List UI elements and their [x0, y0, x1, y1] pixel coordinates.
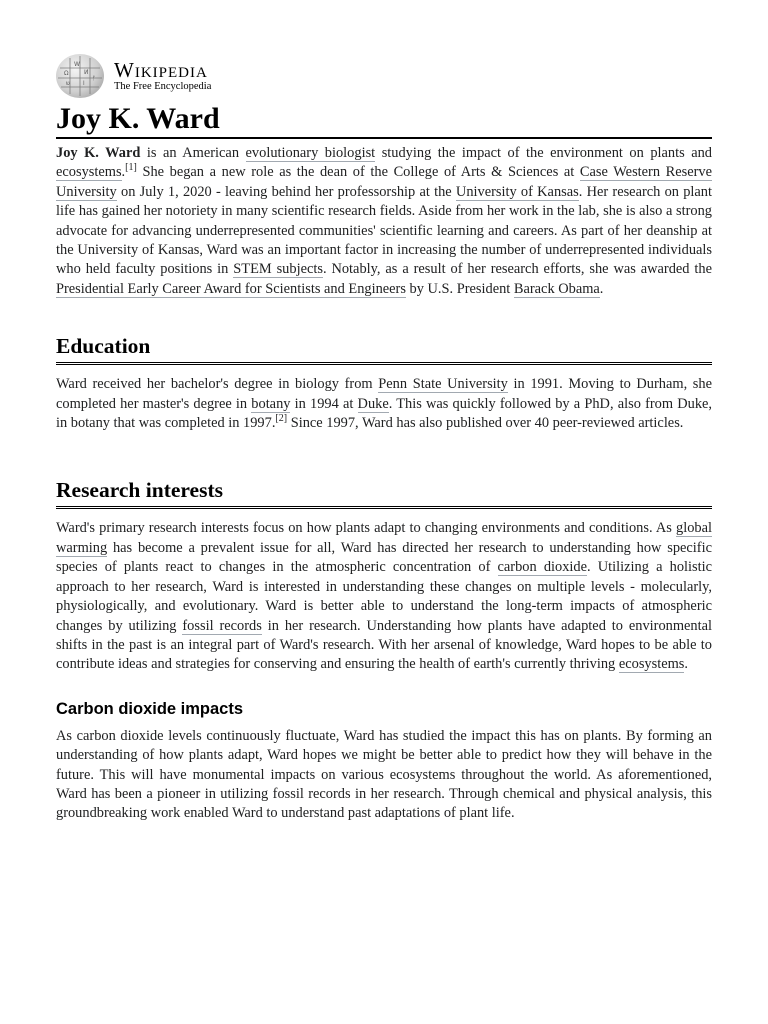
link-ecosystems[interactable]: ecosystems	[56, 164, 122, 181]
svg-text:И: И	[84, 69, 89, 76]
wikipedia-wordmark[interactable]	[114, 57, 212, 93]
text: has become a prevalent issue for all, Ward has directed her research to understanding how specific species of plants react to changes in the atmospheric concentration of	[56, 539, 712, 576]
text: in 1994 at	[290, 395, 358, 412]
text: in her research. Understanding how plants have adapted to environmental shifts in the past is an integral part of Ward's research. With her arsenal of knowledge, Ward hopes to be able to contribute ideas and strategies for conserving and ensuring the health of earth's currently thriving	[56, 617, 712, 673]
wordmark-tagline: The Free Encyclopedia	[114, 80, 212, 92]
wikipedia-globe-icon[interactable]	[56, 54, 104, 98]
heading-carbon-dioxide-impacts: Carbon dioxide impacts	[56, 699, 244, 718]
text: .	[599, 280, 604, 297]
link-duke[interactable]: Duke	[357, 395, 389, 412]
co2-paragraph: As carbon dioxide levels continuously fluctuate, Ward has studied the impact this has on plants. By forming an understanding of how plants adapt, Ward hopes we might be better able to predict how they will behave in the future. This will have monumental impacts on various ecosystems throughout the world. As aforementioned, Ward has been a pioneer in utilizing fossil records in her research. Through chemical and physical analysis, this groundbreaking work enabled Ward to understand past adaptations of plant life.	[56, 727, 712, 822]
link-stem-subjects[interactable]: STEM subjects	[233, 261, 323, 278]
education-paragraph	[56, 375, 712, 433]
text: Since 1997, Ward has also published over 40 peer-reviewed articles.	[287, 415, 684, 432]
text: . Notably, as a result of her research efforts, she was awarded the	[322, 261, 713, 278]
svg-text:ا: ا	[83, 80, 85, 87]
research-paragraph	[56, 519, 712, 674]
lead-paragraph	[56, 144, 712, 299]
article-page	[56, 0, 712, 824]
ref-2-link[interactable]: [2]	[275, 413, 288, 425]
svg-text:Ω: Ω	[64, 70, 69, 77]
page-title: Joy K. Ward	[56, 102, 712, 139]
wordmark-title: Wikipedia	[114, 57, 208, 82]
heading-research-interests: Research interests	[56, 477, 712, 509]
link-carbon-dioxide[interactable]: carbon dioxide	[497, 559, 588, 576]
link-barack-obama[interactable]: Barack Obama	[513, 280, 600, 297]
text: in 1991. Moving to Durham, she completed her master's degree in	[56, 376, 712, 412]
link-global-warming[interactable]: global warming	[56, 520, 712, 556]
link-case-western[interactable]: Case Western Reserve University	[56, 164, 713, 200]
link-ecosystems-2[interactable]: ecosystems	[618, 656, 685, 673]
heading-education: Education	[56, 333, 712, 365]
text: . This was quickly followed by a PhD, also from Duke, in botany that was completed in 1997.	[56, 395, 712, 432]
svg-text:W: W	[74, 61, 80, 68]
link-evolutionary-biologist[interactable]: evolutionary biologist	[245, 145, 376, 161]
text: .	[684, 656, 689, 673]
text: She began a new role as the dean of the College of Arts & Sciences at	[136, 164, 580, 181]
ref-1-link[interactable]: [1]	[125, 162, 137, 174]
text: .	[121, 164, 126, 181]
text: is an American	[140, 145, 246, 161]
link-fossil-records[interactable]: fossil records	[182, 617, 262, 634]
text: by U.S. President	[405, 280, 514, 297]
link-presidential-award[interactable]: Presidential Early Career Award for Scientists and Engineers	[56, 280, 406, 297]
link-university-of-kansas[interactable]: University of Kansas	[455, 183, 579, 200]
text: Ward's primary research interests focus on how plants adapt to changing environments and conditions. As	[56, 520, 677, 537]
svg-text:ᚠ: ᚠ	[92, 75, 96, 82]
site-header	[56, 54, 712, 98]
ref-2	[275, 413, 287, 424]
text: . Utilizing a holistic approach to her research, Ward is interested in understanding these changes on multiple levels - molecularly, physiologically, and evolutionary. Ward is better able to understand the long-term impacts of atmospheric changes by utilizing	[56, 559, 713, 634]
link-penn-state[interactable]: Penn State University	[378, 376, 508, 393]
text: on July 1, 2020 - leaving behind her professorship at the	[116, 183, 456, 200]
svg-text:ש: ש	[66, 80, 71, 87]
text: . Her research on plant life has gained her notoriety in many scientific research fields. Aside from her work in the lab, she is also a strong advocate for advancing underrepresented communities' scientific learning and careers. As part of her deanship at the University of Kansas, Ward was an important factor in increasing the number of underrepresented individuals who held faculty positions in	[56, 183, 712, 278]
link-botany[interactable]: botany	[251, 395, 291, 412]
text: studying the impact of the environment on plants and	[375, 145, 712, 161]
text: Ward received her bachelor's degree in biology from	[56, 376, 379, 393]
subject-name: Joy K. Ward	[56, 145, 141, 161]
ref-1	[125, 163, 137, 174]
